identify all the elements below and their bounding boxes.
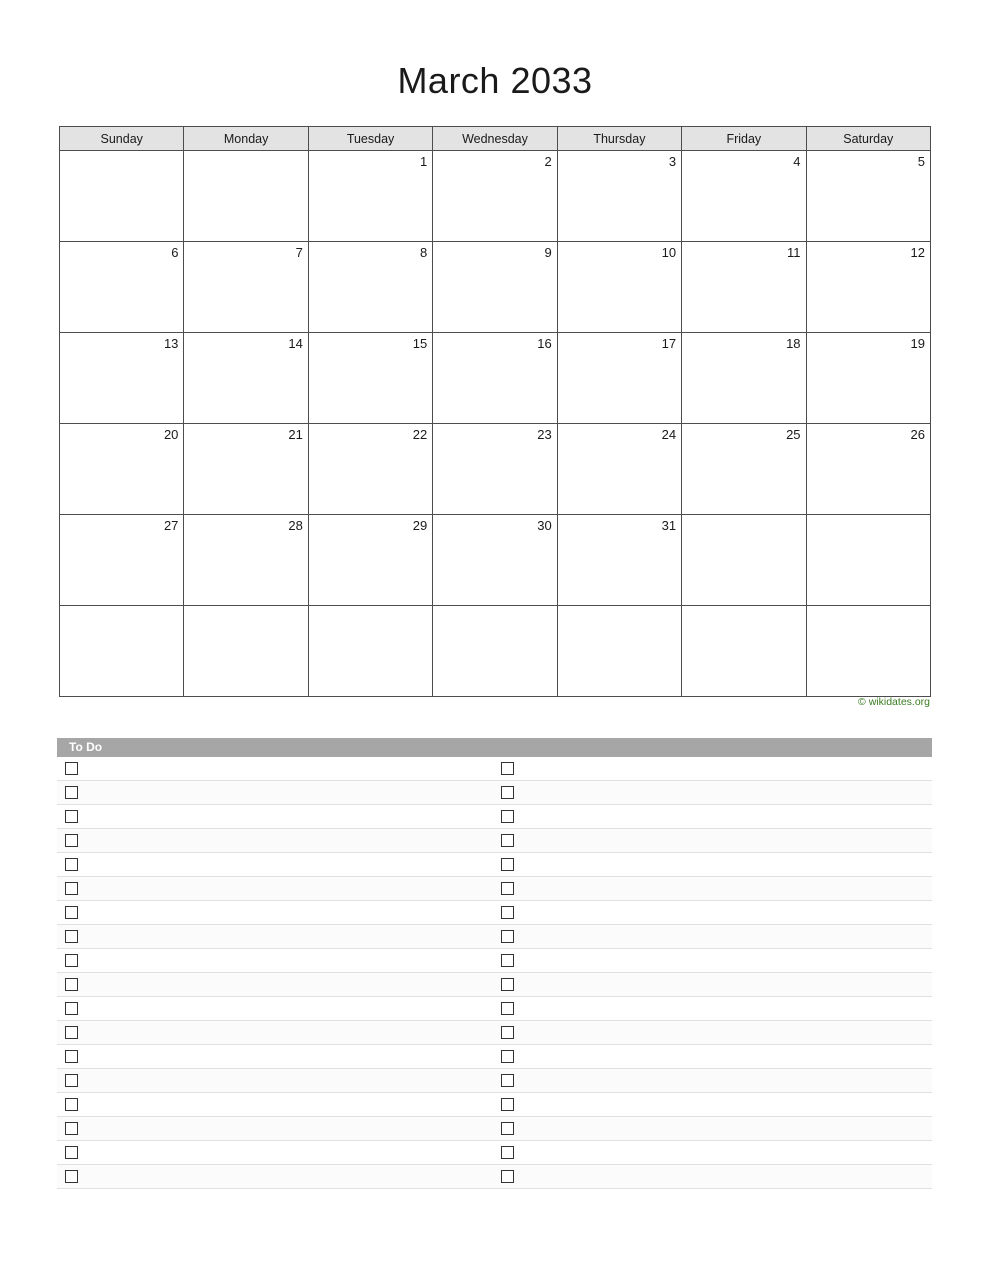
todo-entry-left bbox=[57, 1141, 495, 1164]
todo-text-input[interactable] bbox=[78, 805, 495, 828]
todo-text-input[interactable] bbox=[514, 1021, 933, 1044]
todo-entry-right bbox=[495, 757, 933, 780]
checkbox-icon[interactable] bbox=[501, 810, 514, 823]
checkbox-icon[interactable] bbox=[501, 1098, 514, 1111]
todo-text-input[interactable] bbox=[514, 997, 933, 1020]
day-cell[interactable]: 13 bbox=[60, 333, 184, 424]
todo-text-input[interactable] bbox=[78, 781, 495, 804]
todo-text-input[interactable] bbox=[514, 1093, 933, 1116]
day-cell[interactable] bbox=[60, 606, 184, 697]
weekday-header-monday: Monday bbox=[184, 127, 308, 151]
todo-entry-right bbox=[495, 1165, 933, 1188]
todo-text-input[interactable] bbox=[514, 829, 933, 852]
todo-row bbox=[57, 1045, 932, 1069]
todo-text-input[interactable] bbox=[78, 853, 495, 876]
todo-row bbox=[57, 877, 932, 901]
checkbox-icon[interactable] bbox=[501, 1146, 514, 1159]
todo-entry-right bbox=[495, 1045, 933, 1068]
checkbox-icon[interactable] bbox=[65, 1074, 78, 1087]
checkbox-icon[interactable] bbox=[65, 954, 78, 967]
todo-entry-right bbox=[495, 805, 933, 828]
todo-text-input[interactable] bbox=[514, 949, 933, 972]
checkbox-icon[interactable] bbox=[65, 762, 78, 775]
checkbox-icon[interactable] bbox=[501, 882, 514, 895]
todo-text-input[interactable] bbox=[514, 853, 933, 876]
checkbox-icon[interactable] bbox=[501, 834, 514, 847]
todo-text-input[interactable] bbox=[78, 1093, 495, 1116]
checkbox-icon[interactable] bbox=[65, 1122, 78, 1135]
todo-text-input[interactable] bbox=[78, 1045, 495, 1068]
todo-entry-left bbox=[57, 1045, 495, 1068]
checkbox-icon[interactable] bbox=[65, 1050, 78, 1063]
todo-row bbox=[57, 853, 932, 877]
todo-section bbox=[57, 738, 932, 1189]
todo-text-input[interactable] bbox=[514, 925, 933, 948]
todo-text-input[interactable] bbox=[514, 781, 933, 804]
todo-text-input[interactable] bbox=[78, 1069, 495, 1092]
day-cell[interactable]: 16 bbox=[433, 333, 557, 424]
checkbox-icon[interactable] bbox=[501, 1074, 514, 1087]
todo-entry-right bbox=[495, 877, 933, 900]
credit-label: wikidates.org bbox=[868, 696, 930, 708]
weekday-header-tuesday: Tuesday bbox=[308, 127, 432, 151]
day-cell[interactable]: 24 bbox=[557, 424, 681, 515]
todo-text-input[interactable] bbox=[78, 949, 495, 972]
checkbox-icon[interactable] bbox=[501, 858, 514, 871]
todo-row bbox=[57, 781, 932, 805]
day-cell[interactable]: 8 bbox=[308, 242, 432, 333]
todo-text-input[interactable] bbox=[78, 973, 495, 996]
checkbox-icon[interactable] bbox=[65, 978, 78, 991]
checkbox-icon[interactable] bbox=[65, 882, 78, 895]
todo-entry-left bbox=[57, 1165, 495, 1188]
todo-header: To Do bbox=[57, 738, 932, 757]
todo-row bbox=[57, 949, 932, 973]
day-cell[interactable]: 4 bbox=[682, 151, 806, 242]
week-row bbox=[60, 151, 931, 242]
todo-text-input[interactable] bbox=[78, 1117, 495, 1140]
checkbox-icon[interactable] bbox=[65, 1170, 78, 1183]
todo-list bbox=[57, 757, 932, 1189]
checkbox-icon[interactable] bbox=[501, 1122, 514, 1135]
todo-text-input[interactable] bbox=[78, 757, 495, 780]
todo-entry-left bbox=[57, 901, 495, 924]
day-cell[interactable]: 14 bbox=[184, 333, 308, 424]
todo-entry-left bbox=[57, 925, 495, 948]
day-cell[interactable]: 25 bbox=[682, 424, 806, 515]
todo-text-input[interactable] bbox=[78, 1021, 495, 1044]
todo-row bbox=[57, 1021, 932, 1045]
checkbox-icon[interactable] bbox=[65, 786, 78, 799]
site-credit[interactable] bbox=[858, 696, 930, 708]
weekday-header-friday: Friday bbox=[682, 127, 806, 151]
day-cell[interactable]: 26 bbox=[806, 424, 930, 515]
day-cell[interactable]: 20 bbox=[60, 424, 184, 515]
checkbox-icon[interactable] bbox=[501, 978, 514, 991]
day-cell[interactable] bbox=[433, 606, 557, 697]
todo-entry-right bbox=[495, 1141, 933, 1164]
todo-entry-left bbox=[57, 757, 495, 780]
day-cell[interactable]: 30 bbox=[433, 515, 557, 606]
day-cell[interactable]: 9 bbox=[433, 242, 557, 333]
weekday-header-saturday: Saturday bbox=[806, 127, 930, 151]
todo-entry-right bbox=[495, 1117, 933, 1140]
todo-text-input[interactable] bbox=[78, 901, 495, 924]
week-row bbox=[60, 424, 931, 515]
weekday-header-row bbox=[60, 127, 931, 151]
day-cell[interactable]: 3 bbox=[557, 151, 681, 242]
todo-entry-left bbox=[57, 805, 495, 828]
day-cell[interactable]: 1 bbox=[308, 151, 432, 242]
todo-text-input[interactable] bbox=[514, 805, 933, 828]
todo-row bbox=[57, 997, 932, 1021]
day-cell[interactable]: 19 bbox=[806, 333, 930, 424]
week-row bbox=[60, 333, 931, 424]
checkbox-icon[interactable] bbox=[65, 1002, 78, 1015]
checkbox-icon[interactable] bbox=[501, 1050, 514, 1063]
checkbox-icon[interactable] bbox=[501, 786, 514, 799]
day-cell[interactable] bbox=[682, 515, 806, 606]
todo-text-input[interactable] bbox=[514, 1165, 933, 1188]
todo-entry-right bbox=[495, 853, 933, 876]
todo-row bbox=[57, 901, 932, 925]
day-cell[interactable] bbox=[806, 606, 930, 697]
day-cell[interactable] bbox=[682, 606, 806, 697]
todo-entry-left bbox=[57, 949, 495, 972]
todo-entry-left bbox=[57, 1093, 495, 1116]
checkbox-icon[interactable] bbox=[65, 810, 78, 823]
day-cell[interactable]: 10 bbox=[557, 242, 681, 333]
day-cell[interactable]: 27 bbox=[60, 515, 184, 606]
todo-entry-right bbox=[495, 1021, 933, 1044]
todo-entry-left bbox=[57, 1021, 495, 1044]
todo-text-input[interactable] bbox=[78, 829, 495, 852]
day-cell[interactable]: 5 bbox=[806, 151, 930, 242]
checkbox-icon[interactable] bbox=[65, 906, 78, 919]
todo-text-input[interactable] bbox=[514, 1069, 933, 1092]
todo-row bbox=[57, 757, 932, 781]
day-cell[interactable]: 11 bbox=[682, 242, 806, 333]
todo-entry-left bbox=[57, 1069, 495, 1092]
todo-row bbox=[57, 829, 932, 853]
checkbox-icon[interactable] bbox=[65, 858, 78, 871]
week-row bbox=[60, 242, 931, 333]
week-row bbox=[60, 515, 931, 606]
todo-text-input[interactable] bbox=[514, 757, 933, 780]
checkbox-icon[interactable] bbox=[65, 834, 78, 847]
checkbox-icon[interactable] bbox=[65, 930, 78, 943]
todo-text-input[interactable] bbox=[514, 877, 933, 900]
todo-entry-left bbox=[57, 973, 495, 996]
todo-row bbox=[57, 805, 932, 829]
todo-text-input[interactable] bbox=[514, 1117, 933, 1140]
todo-text-input[interactable] bbox=[78, 1165, 495, 1188]
checkbox-icon[interactable] bbox=[501, 762, 514, 775]
day-cell[interactable]: 6 bbox=[60, 242, 184, 333]
day-cell[interactable]: 17 bbox=[557, 333, 681, 424]
day-cell[interactable]: 22 bbox=[308, 424, 432, 515]
todo-text-input[interactable] bbox=[514, 1141, 933, 1164]
week-row bbox=[60, 606, 931, 697]
todo-entry-left bbox=[57, 829, 495, 852]
checkbox-icon[interactable] bbox=[501, 930, 514, 943]
todo-row bbox=[57, 1117, 932, 1141]
todo-row bbox=[57, 973, 932, 997]
day-cell[interactable] bbox=[184, 606, 308, 697]
todo-text-input[interactable] bbox=[514, 1045, 933, 1068]
todo-text-input[interactable] bbox=[78, 877, 495, 900]
day-cell[interactable] bbox=[557, 606, 681, 697]
page-title: March 2033 bbox=[397, 60, 593, 101]
todo-entry-right bbox=[495, 1069, 933, 1092]
day-cell[interactable]: 23 bbox=[433, 424, 557, 515]
checkbox-icon[interactable] bbox=[65, 1026, 78, 1039]
checkbox-icon[interactable] bbox=[501, 1170, 514, 1183]
weekday-header-thursday: Thursday bbox=[557, 127, 681, 151]
day-cell[interactable]: 15 bbox=[308, 333, 432, 424]
todo-row bbox=[57, 1165, 932, 1189]
day-cell[interactable]: 2 bbox=[433, 151, 557, 242]
todo-entry-left bbox=[57, 877, 495, 900]
todo-text-input[interactable] bbox=[514, 973, 933, 996]
checkbox-icon[interactable] bbox=[501, 906, 514, 919]
day-cell[interactable] bbox=[184, 151, 308, 242]
todo-row bbox=[57, 1141, 932, 1165]
todo-entry-right bbox=[495, 973, 933, 996]
todo-entry-left bbox=[57, 1117, 495, 1140]
day-cell[interactable]: 28 bbox=[184, 515, 308, 606]
day-cell[interactable] bbox=[308, 606, 432, 697]
todo-entry-left bbox=[57, 997, 495, 1020]
todo-row bbox=[57, 1069, 932, 1093]
day-cell[interactable]: 29 bbox=[308, 515, 432, 606]
day-cell[interactable]: 7 bbox=[184, 242, 308, 333]
checkbox-icon[interactable] bbox=[501, 1002, 514, 1015]
todo-text-input[interactable] bbox=[78, 925, 495, 948]
checkbox-icon[interactable] bbox=[65, 1098, 78, 1111]
todo-text-input[interactable] bbox=[514, 901, 933, 924]
todo-row bbox=[57, 1093, 932, 1117]
month-grid bbox=[59, 126, 931, 697]
day-cell[interactable]: 12 bbox=[806, 242, 930, 333]
todo-entry-right bbox=[495, 829, 933, 852]
weekday-header-sunday: Sunday bbox=[60, 127, 184, 151]
day-cell[interactable]: 31 bbox=[557, 515, 681, 606]
todo-entry-right bbox=[495, 901, 933, 924]
todo-entry-right bbox=[495, 1093, 933, 1116]
todo-entry-right bbox=[495, 997, 933, 1020]
day-cell[interactable]: 18 bbox=[682, 333, 806, 424]
checkbox-icon[interactable] bbox=[501, 1026, 514, 1039]
todo-entry-right bbox=[495, 949, 933, 972]
day-cell[interactable] bbox=[60, 151, 184, 242]
todo-entry-right bbox=[495, 925, 933, 948]
todo-row bbox=[57, 925, 932, 949]
todo-entry-left bbox=[57, 781, 495, 804]
todo-entry-right bbox=[495, 781, 933, 804]
todo-text-input[interactable] bbox=[78, 997, 495, 1020]
checkbox-icon[interactable] bbox=[65, 1146, 78, 1159]
todo-entry-left bbox=[57, 853, 495, 876]
todo-text-input[interactable] bbox=[78, 1141, 495, 1164]
day-cell[interactable]: 21 bbox=[184, 424, 308, 515]
weekday-header-wednesday: Wednesday bbox=[433, 127, 557, 151]
checkbox-icon[interactable] bbox=[501, 954, 514, 967]
day-cell[interactable] bbox=[806, 515, 930, 606]
copyright-icon: © bbox=[858, 696, 866, 708]
